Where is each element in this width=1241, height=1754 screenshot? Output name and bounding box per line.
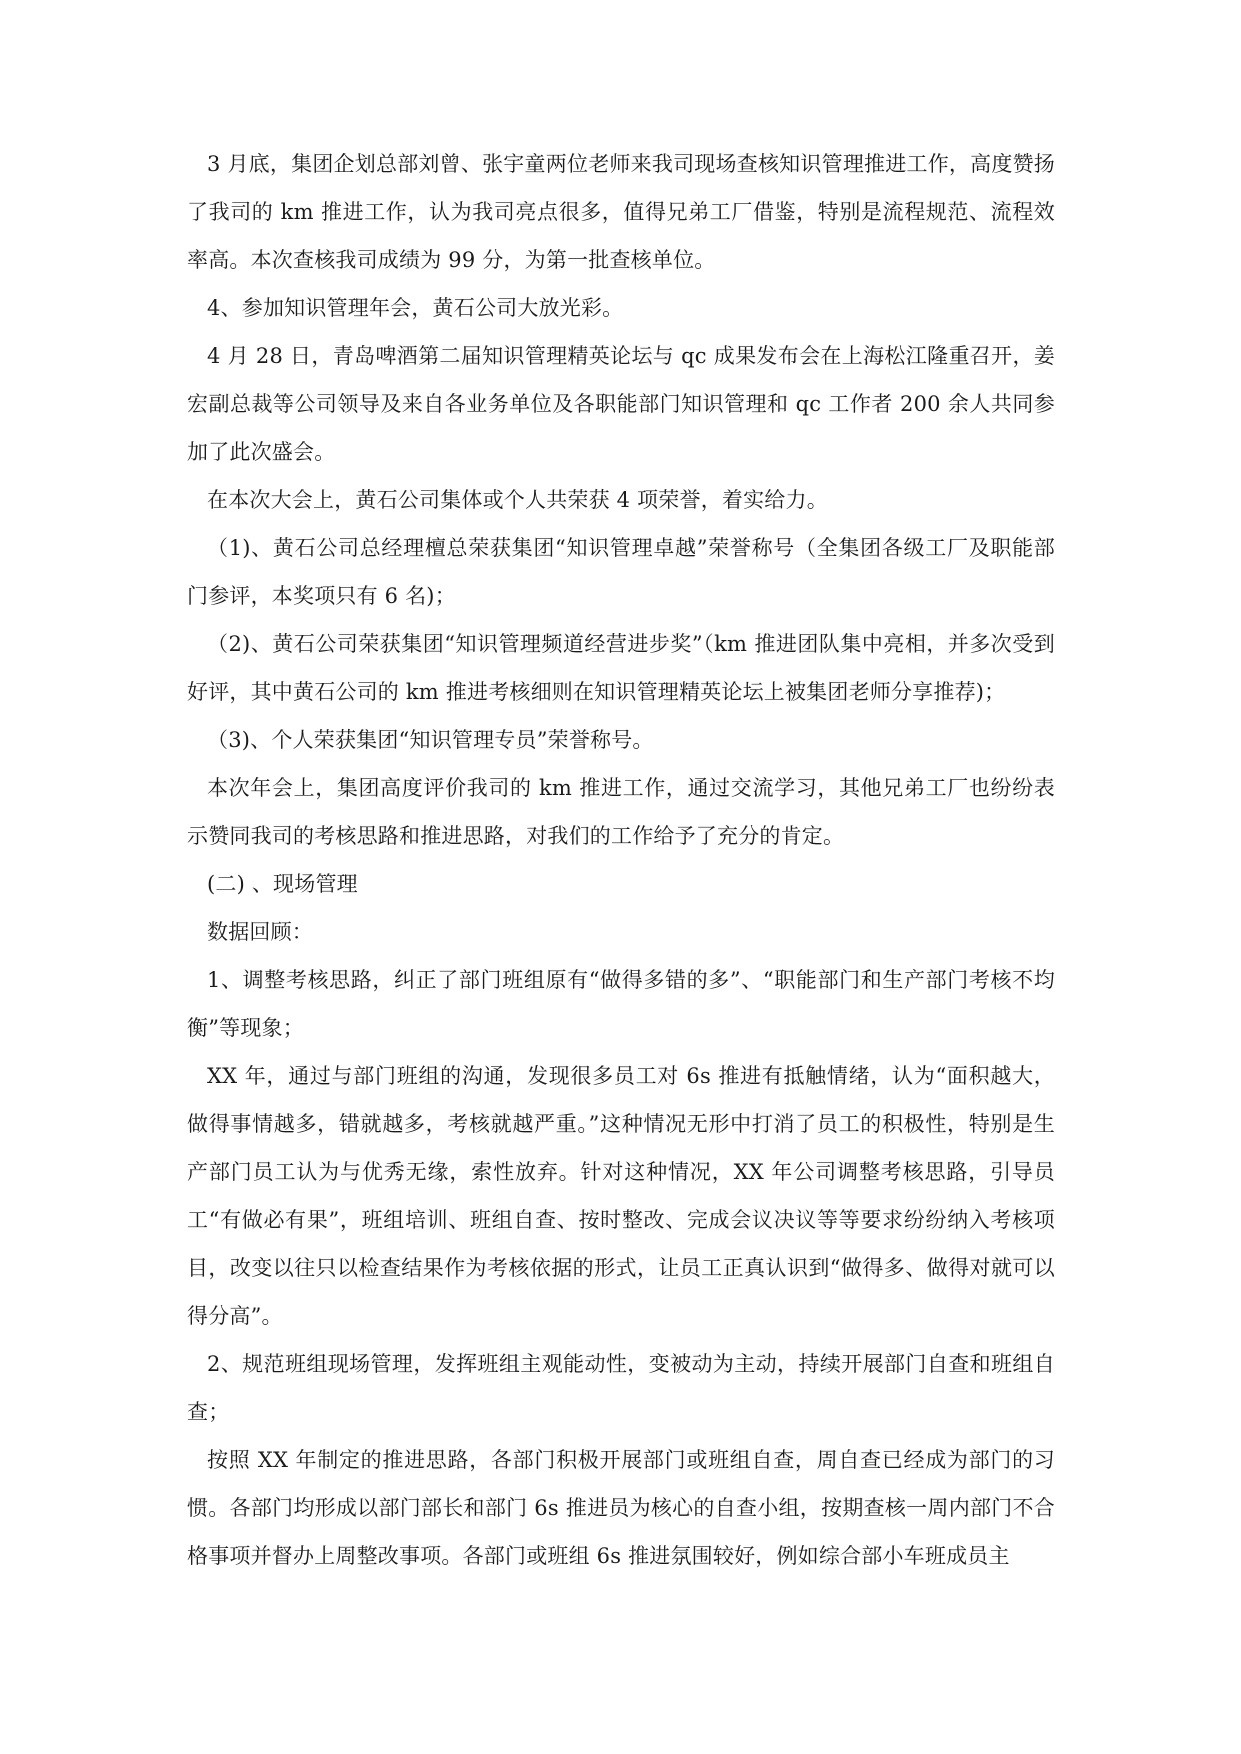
paragraph-annual-meeting-heading: 4、参加知识管理年会，黄石公司大放光彩。 <box>207 296 624 320</box>
paragraph-honor-3: （3)、个人荣获集团“知识管理专员”荣誉称号。 <box>207 728 654 752</box>
paragraph-honor-1: （1)、黄石公司总经理檀总荣获集团“知识管理卓越”荣誉称号（全集团各级工厂及职能部门参评，本奖项只有 6 名)； <box>187 536 1055 608</box>
paragraph-honors-summary: 在本次大会上，黄石公司集体或个人共荣获 4 项荣誉，着实给力。 <box>207 488 828 512</box>
paragraph-forum-event: 4 月 28 日，青岛啤酒第二届知识管理精英论坛与 qc 成果发布会在上海松江隆重召开，姜宏副总裁等公司领导及来自各业务单位及各职能部门知识管理和 qc 工作者 200 余人共同参加了此次盛会。 <box>187 344 1055 464</box>
paragraph-item-2-detail: 按照 XX 年制定的推进思路，各部门积极开展部门或班组自查，周自查已经成为部门的习惯。各部门均形成以部门部长和部门 6s 推进员为核心的自查小组，按期查核一周内部门不合格事项并督办上周整改事项。各部门或班组 6s 推进氛围较好，例如综合部小车班成员主 <box>187 1448 1055 1568</box>
paragraph-honor-2: （2)、黄石公司荣获集团“知识管理频道经营进步奖”（km 推进团队集中亮相，并多次受到好评，其中黄石公司的 km 推进考核细则在知识管理精英论坛上被集团老师分享推荐)； <box>187 632 1055 704</box>
paragraph-item-2: 2、规范班组现场管理，发挥班组主观能动性，变被动为主动，持续开展部门自查和班组自查； <box>187 1352 1055 1424</box>
section-heading-site-management: (二) 、现场管理 <box>207 872 358 896</box>
paragraph-km-review: 3 月底，集团企划总部刘曾、张宇童两位老师来我司现场查核知识管理推进工作，高度赞扬了我司的 km 推进工作，认为我司亮点很多，值得兄弟工厂借鉴，特别是流程规范、流程效率高。本次查核我司成绩为 99 分，为第一批查核单位。 <box>187 152 1055 272</box>
paragraph-item-1: 1、调整考核思路，纠正了部门班组原有“做得多错的多”、“职能部门和生产部门考核不均衡”等现象； <box>187 968 1055 1040</box>
paragraph-meeting-evaluation: 本次年会上，集团高度评价我司的 km 推进工作，通过交流学习，其他兄弟工厂也纷纷表示赞同我司的考核思路和推进思路，对我们的工作给予了充分的肯定。 <box>187 776 1055 848</box>
paragraph-data-review-label: 数据回顾： <box>207 920 313 944</box>
document-body <box>187 140 1055 1580</box>
paragraph-item-1-detail: XX 年，通过与部门班组的沟通，发现很多员工对 6s 推进有抵触情绪，认为“面积越大，做得事情越多，错就越多，考核就越严重。”这种情况无形中打消了员工的积极性，特别是生产部门员工认为与优秀无缘，索性放弃。针对这种情况，XX 年公司调整考核思路，引导员工“有做必有果”，班组培训、班组自查、按时整改、完成会议决议等等要求纷纷纳入考核项目，改变以往只以检查结果作为考核依据的形式，让员工正真认识到“做得多、做得对就可以得分高”。 <box>187 1064 1055 1328</box>
